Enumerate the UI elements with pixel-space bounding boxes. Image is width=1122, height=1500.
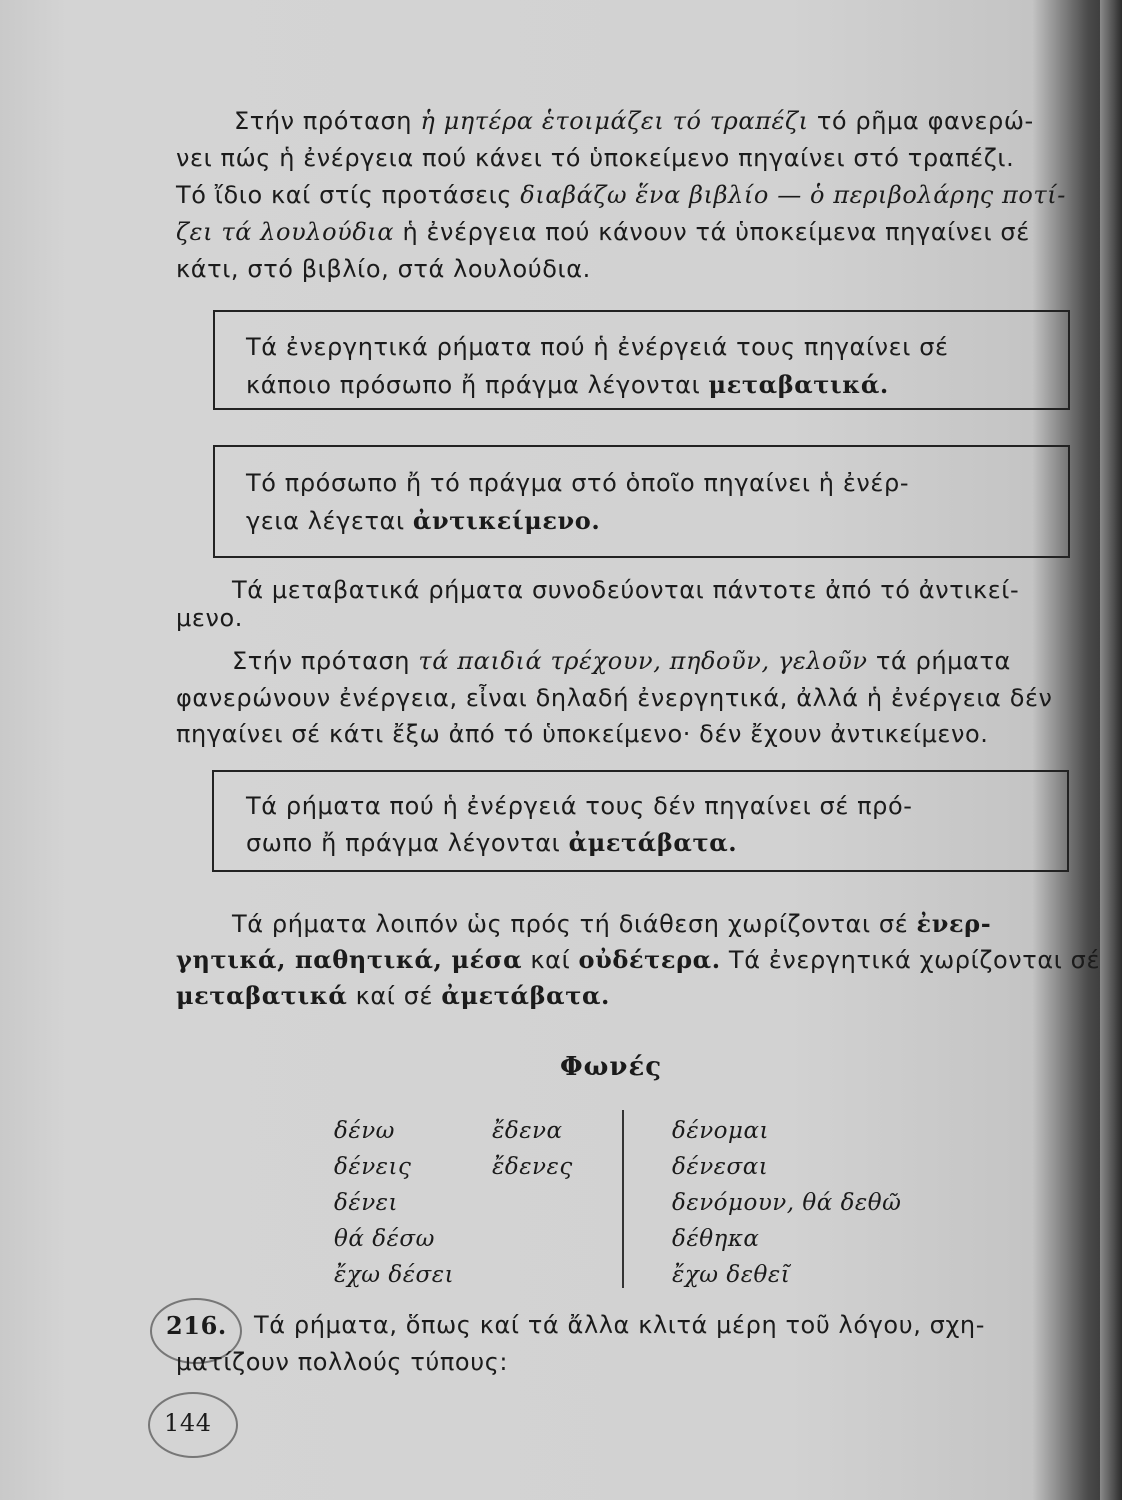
verb-form: θά δέσω: [334, 1226, 435, 1252]
para3-line-1: [232, 643, 1011, 680]
term-bold: μεταβατικά.: [708, 370, 889, 399]
active-forms-col2: [492, 1113, 573, 1185]
box1-line-2: [246, 366, 889, 404]
box3-line-1: Τά ρήματα πού ἡ ἐνέργειά τους δέν πηγαίνει σέ πρό-: [246, 792, 913, 820]
text-run: Στήν πρόταση: [234, 107, 421, 135]
intro-line-5: κάτι, στό βιβλίο, στά λουλούδια.: [176, 255, 591, 283]
section216-line-2: ματίζουν πολλούς τύπους:: [176, 1348, 509, 1376]
term-bold: ἀμετάβατα.: [568, 828, 738, 857]
section216-line-1: Τά ρήματα, ὅπως καί τά ἄλλα κλιτά μέρη τοῦ λόγου, σχη-: [254, 1311, 986, 1339]
term-bold: οὐδέτερα.: [578, 945, 721, 974]
text-run: καί σέ: [347, 982, 442, 1010]
intro-line-2: νει πώς ἡ ἐνέργεια πού κάνει τό ὑποκείμενο πηγαίνει στό τραπέζι.: [176, 144, 1015, 172]
text-run: κάποιο πρόσωπο ἤ πράγμα λέγονται: [246, 371, 709, 399]
verb-form: δένομαι: [672, 1118, 770, 1144]
verb-form: δένεσαι: [672, 1154, 769, 1180]
box2-line-2: [246, 502, 600, 540]
page-number: 144: [164, 1409, 212, 1437]
book-spine: [1100, 0, 1122, 1500]
term-bold: ἀντικείμενο.: [412, 506, 601, 535]
voices-heading: Φωνές: [560, 1052, 663, 1082]
para3-line-3: πηγαίνει σέ κάτι ἔξω ἀπό τό ὑποκείμενο· δέν ἔχουν ἀντικείμενο.: [176, 720, 989, 748]
para4-line-3: [176, 977, 610, 1015]
text-run: γεια λέγεται: [246, 507, 413, 535]
example-sentence: ἡ μητέρα ἑτοιμάζει τό τραπέζι: [420, 107, 809, 135]
para3-line-2: φανερώνουν ἐνέργεια, εἶναι δηλαδή ἐνεργητικά, ἀλλά ἡ ἐνέργεια δέν: [176, 684, 1053, 712]
text-run: τά ρήματα: [867, 647, 1011, 675]
verb-form: δέθηκα: [672, 1226, 760, 1252]
text-run: Τά ἐνεργητικά χωρίζονται σέ: [720, 946, 1101, 974]
verb-form: ἔδενα: [492, 1118, 563, 1144]
verb-form: ἔχω δέσει: [334, 1262, 455, 1288]
intro-line-4: [176, 214, 1030, 251]
box3-line-2: [246, 824, 737, 862]
box1-line-1: Τά ἐνεργητικά ρήματα πού ἡ ἐνέργειά τους πηγαίνει σέ: [246, 333, 949, 361]
term-bold: ἐνερ-: [916, 909, 992, 938]
intro-line-3: [176, 177, 1066, 214]
passive-forms: [672, 1113, 901, 1293]
text-run: Στήν πρόταση: [232, 647, 419, 675]
intro-line-1: [234, 103, 1034, 140]
example-sentence: τά παιδιά τρέχουν, πηδοῦν, γελοῦν: [418, 647, 868, 675]
para4-line-1: [232, 905, 991, 943]
term-bold: μεταβατικά: [176, 981, 348, 1010]
section-number: 216.: [166, 1311, 227, 1340]
verb-form: δενόμουν, θά δεθῶ: [672, 1190, 902, 1216]
verb-form: ἔδενες: [492, 1154, 573, 1180]
example-sentence: ζει τά λουλούδια: [176, 218, 395, 246]
term-bold: ἀμετάβατα.: [441, 981, 610, 1010]
para4-line-2: [176, 941, 1100, 979]
verb-form: δένω: [334, 1118, 395, 1144]
para2-line-2: μενο.: [176, 604, 243, 632]
text-run: ἡ ἐνέργεια πού κάνουν τά ὑποκείμενα πηγαίνει σέ: [394, 218, 1030, 246]
verb-form: ἔχω δεθεῖ: [672, 1262, 791, 1288]
text-run: τό ρῆμα φανερώ-: [808, 107, 1034, 135]
active-forms-col1: [334, 1113, 454, 1293]
term-bold: γητικά, παθητικά, μέσα: [176, 945, 523, 974]
example-sentence: διαβάζω ἕνα βιβλίο — ὁ περιβολάρης ποτί-: [520, 181, 1066, 209]
box2-line-1: Τό πρόσωπο ἤ τό πράγμα στό ὁποῖο πηγαίνει ἡ ἐνέρ-: [246, 469, 910, 497]
text-run: καί: [522, 946, 579, 974]
column-divider: [622, 1110, 624, 1288]
para2-line-1: Τά μεταβατικά ρήματα συνοδεύονται πάντοτε ἀπό τό ἀντικεί-: [232, 576, 1020, 604]
text-run: σωπο ἤ πράγμα λέγονται: [246, 829, 569, 857]
text-run: Τά ρήματα λοιπόν ὡς πρός τή διάθεση χωρίζονται σέ: [232, 910, 917, 938]
verb-form: δένεις: [334, 1154, 412, 1180]
text-run: Τό ἴδιο καί στίς προτάσεις: [176, 181, 521, 209]
verb-form: δένει: [334, 1190, 399, 1216]
